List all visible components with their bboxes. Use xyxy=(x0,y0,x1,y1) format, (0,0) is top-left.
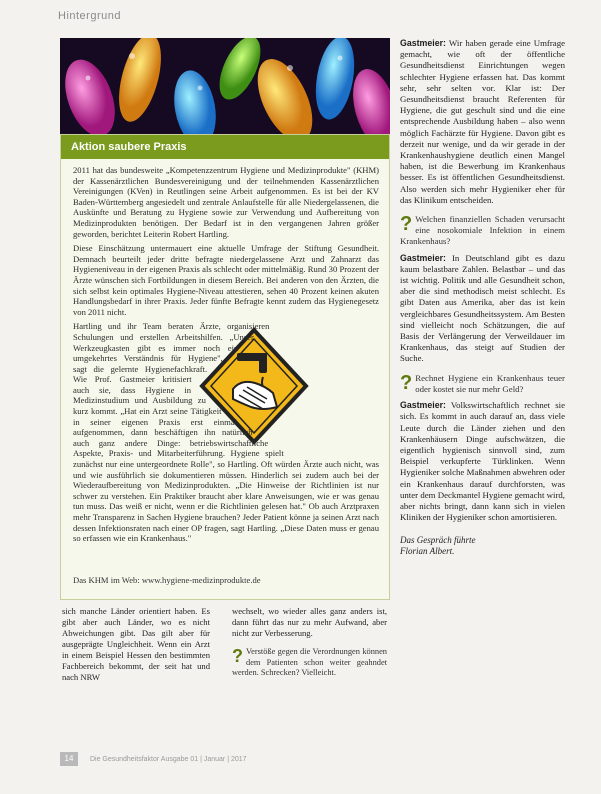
question-text: Verstöße gegen die Verordnungen können dem Patienten schon weiter geahndet werden. Schrecken? Vielleicht. xyxy=(232,647,387,678)
footer-publication: Die Gesundheitsfaktor Ausgabe 01 | Januar | 2017 xyxy=(89,756,247,763)
question-mark-icon: ? xyxy=(232,646,243,666)
bottom-column-left xyxy=(62,606,210,683)
info-box-web-link[interactable]: Das KHM im Web: www.hygiene-medizinprodukte.de xyxy=(73,575,261,585)
bottom-column-middle xyxy=(232,606,387,679)
answer-paragraph xyxy=(400,400,565,523)
info-box-aktion-saubere-praxis xyxy=(60,134,390,600)
answer-text: Wir haben gerade eine Umfrage gemacht, wie oft der öffentliche Gesundheitsdienst Einrichtungen wegen schlechter Hygiene erfassen hat. Das kommt sehr, sehr selten vor. Klar ist: Der Gesundheitsdienst braucht Referenten für Hygiene, die gut geschult sind und die eine entsprechende Ausbildung haben – also wenn möglich Fachärzte für Hygiene. Davon gibt es derzeit nur wenige, und da wir gerade in der Krankenhaushygiene deutlich einen Mangel haben, ist die Bewerbung im Krankenhaus besser. Es ist öffentlichen Gesundheitsdienst. Also werden sich mehr Hygieniker eher für das Klinikum entscheiden. xyxy=(400,38,565,205)
credit-line: Das Gespräch führte xyxy=(400,535,476,546)
credit-author: Florian Albert. xyxy=(400,546,455,557)
info-box-paragraph: 2011 hat das bundesweite „Kompetenzzentrum Hygiene und Medizinprodukte" (KHM) der Kassenärztlichen Bundesvereinigung und der teilnehmenden Kassenärztlichen Vereinigungen (KVen) in Reutlingen seine Arbeit aufgenommen. Es ist bei der KV Baden-Württemberg angesiedelt und zentrale Anlaufstelle für alle Niedergelassenen, die Auskünfte und Beratung zu Hygiene sowie zur Verwendung und Aufbereitung von Medizinprodukten benötigen. Der Bedarf ist in den vergangenen Jahren größer geworden, berichtet Leiterin Robert Hartling. xyxy=(73,165,379,239)
interview-credit xyxy=(400,535,565,557)
question-mark-icon: ? xyxy=(400,371,413,394)
info-box-paragraph: Diese Einschätzung untermauert eine aktuelle Umfrage der Stiftung Gesundheit. Demnach beurteilt jeder dritte befragte niedergelassene Arzt und Zahnarzt das Hygieneniveau in der eigenen Praxis als schlecht oder mittelmäßig. Rund 30 Prozent der Ärzte wünschen sich Fortbildungen in diesem Bereich. Bei anderen von den Ärzten, die sich selbst kein optimales Hygiene-Niveau attestieren, sehen 40 Prozent keinen akuten Handlungsbedarf in ihrer Praxis. Jeder fünfte Befragte kennt zudem das Hygienegesetz von 2011 nicht. xyxy=(73,243,379,317)
body-text: sich manche Länder orientiert haben. Es gibt aber auch Länder, wo es nicht Abweichungen gibt. Das gilt aber für ausgeprägte Ungleichheit. Wenn ein Arzt in einem Beispiel Hessen den bestimmten Fachbereich bekommt, der seit hat und nach NRW xyxy=(62,606,210,682)
right-column xyxy=(400,38,565,557)
speaker-label: Gastmeier: xyxy=(400,252,446,263)
speaker-label: Gastmeier: xyxy=(400,38,446,48)
question-text: Rechnet Hygiene ein Krankenhaus teuer oder kostet sie nur mehr Geld? xyxy=(415,372,565,394)
answer-text: In Deutschland gibt es dazu kaum belastbare Zahlen. Belastbar – und das ist wichtig. Politik und alle Gesundheit schon, aber die sind methodisch meist schlecht. Es gibt Daten aus Amerika, aber das ist kein vergleichbares Gesundheitssystem. Am Besten sind vielleicht noch Schätzungen, die auf Basis der Verlängerung der Verweildauer im Krankenhaus, das steigt auf Studien der Suche. xyxy=(400,252,566,364)
info-box-paragraph: Hartling und ihr Team beraten Ärzte, organisieren Schulungen und erstellen Arbeitshilfen. „Unser Werkzeugkasten gibt es immer noch ein umgekehrtes Verständnis für Hygiene", sagt die gelernte Hygienefachkraft. Wie Prof. Gastmeier kritisiert auch sie, dass Hygiene in Medizinstudium und Ausbildung zu kurz kommt. „Hat ein Arzt seine Tätigkeit in seiner eigenen Praxis erst einmal aufgenommen, dann beschäftigen ihn natürlich auch ganz andere Dinge: betriebswirtschaftliche Aspekte, Praxis- und Mitarbeiterführung. Hygiene spielt zunächst nur eine untergeordnete Rolle", so Hartling. Oft würden Ärzte auch nicht, was und wie ausführlich sie dokumentieren müssen. Hinderlich sei zudem auch bei der Wiederaufbereitung von Medizinprodukten. „Die Hinweise der Richtlinien ist nur schwer zu verstehen. Ein Praktiker braucht aber klare Anweisungen, wie er was genau tun muss. Das weiß er nicht, wenn er die Richtlinien gelesen hat." Ob auch Arztpraxen mehr Transparenz in Sachen Hygiene brauchen? Jeder Patient könne ja seinen Arzt nach dessen Infektionsraten nach einer OP fragen, sagt Hartling. „Diese Daten muss er genau so erfassen wie ein Krankenhaus." xyxy=(73,321,379,544)
page-footer xyxy=(60,752,570,772)
interview-question xyxy=(232,647,387,679)
speaker-label: Gastmeier: xyxy=(400,400,446,411)
question-mark-icon: ? xyxy=(400,213,413,236)
info-box-title: Aktion saubere Praxis xyxy=(61,135,389,159)
section-label: Hintergrund xyxy=(58,10,121,22)
question-text: Welchen finanziellen Schaden verursacht eine nosokomiale Infektion in einem Krankenhaus? xyxy=(400,214,565,247)
info-box-body xyxy=(61,159,389,544)
hero-image-bacteria xyxy=(60,38,390,134)
answer-text: Volkswirtschaftlich rechnet sie sich. Es kommt in auch darauf an, dass viele Leute durch die Länder ziehen und den Krankenhäusern Dinge aufschwätzen, die eigentlich hygienisch sinnvoll sind, zum Beispiel verkupferte Türklinken. Wenn Hygieniker solche Maßnahmen abwehren oder ein Krankenhaus darauf durchforsten, was unter dem Deckmantel Hygiene gemacht wird, aber nichts bringt, dann kann sich in vielen Kliniken der Hygieniker schon amortisieren. xyxy=(400,400,565,523)
answer-paragraph xyxy=(400,38,565,206)
interview-question xyxy=(400,373,565,395)
interview-question xyxy=(400,214,565,248)
page-number: 14 xyxy=(60,752,78,766)
body-text: wechselt, wo wieder alles ganz anders ist, dann führt das nur zu mehr Aufwand, aber nicht zur Verbesserung. xyxy=(232,606,387,638)
answer-paragraph xyxy=(400,253,565,365)
